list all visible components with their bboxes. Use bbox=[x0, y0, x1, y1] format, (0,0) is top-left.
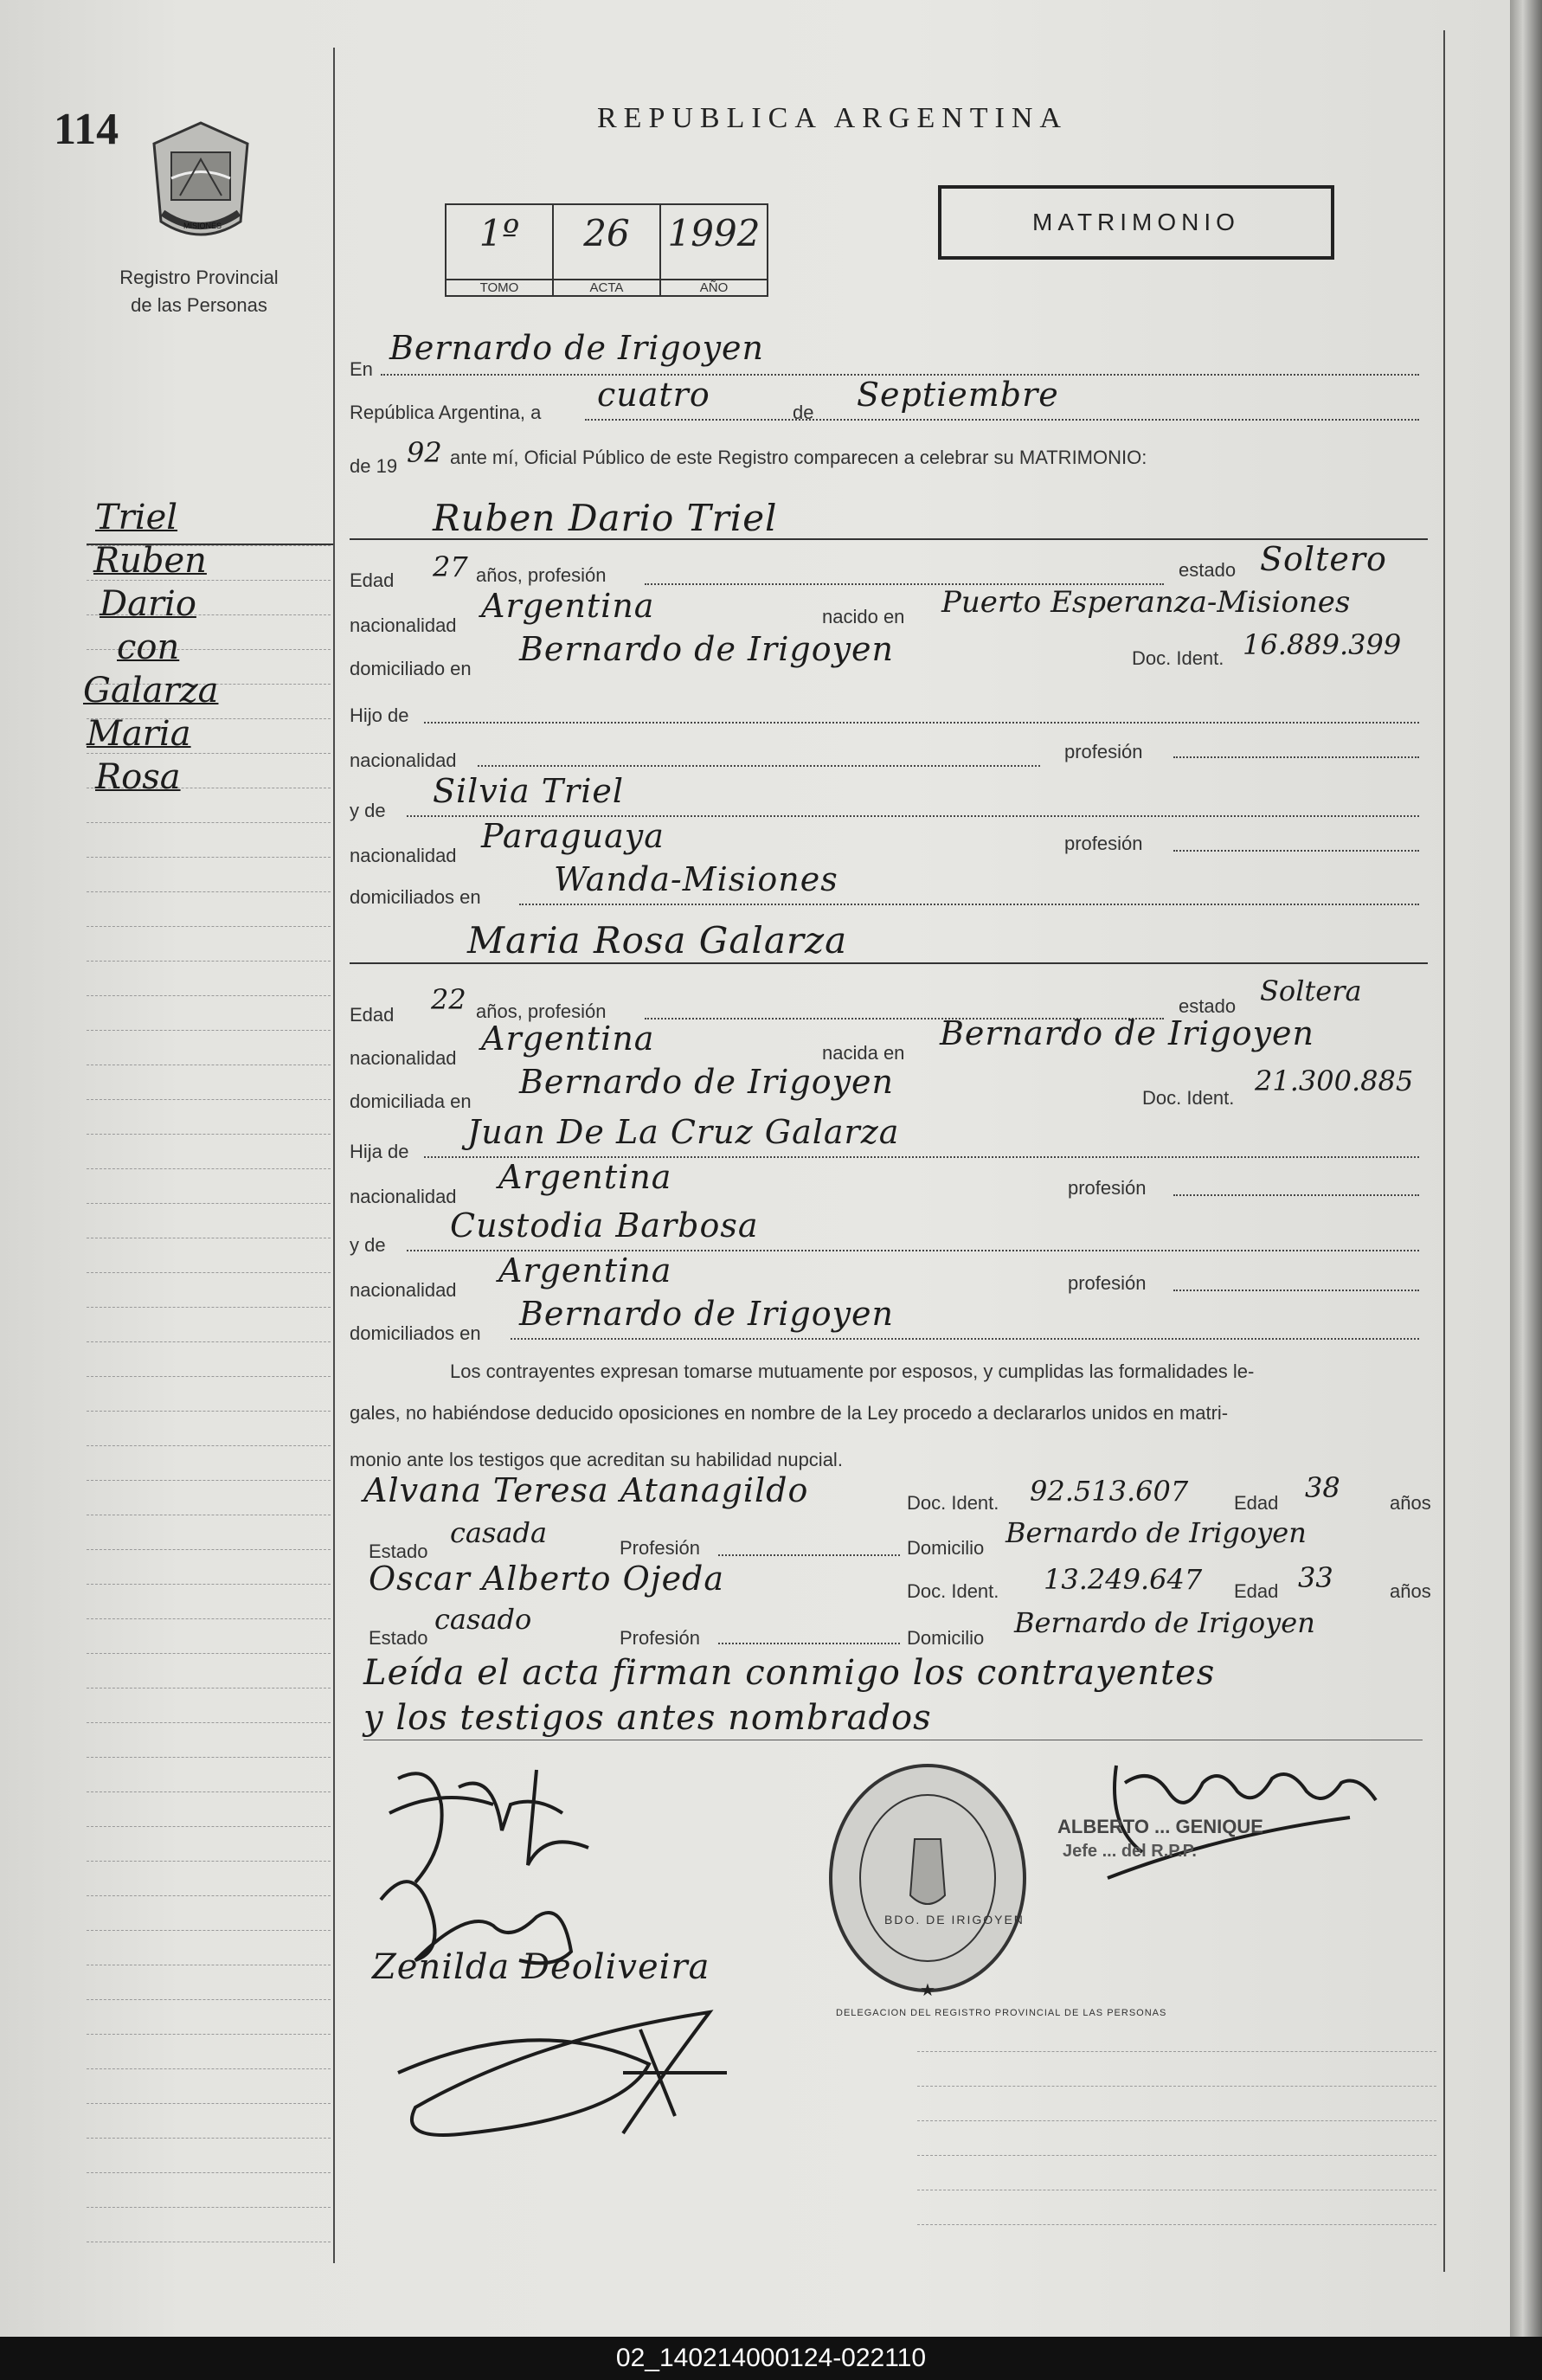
witness2-domicilio: Bernardo de Irigoyen bbox=[1014, 1606, 1315, 1639]
groom-age: 27 bbox=[433, 550, 468, 583]
bride-parents-domicilio: Bernardo de Irigoyen bbox=[519, 1295, 895, 1333]
witness1-doc-label: Doc. Ident. bbox=[907, 1492, 999, 1514]
registry-line1: Registro Provincial bbox=[119, 267, 279, 288]
tomo-value: 1º bbox=[479, 212, 520, 254]
witness1-estado: casada bbox=[450, 1516, 548, 1549]
groom-nacido-en: Puerto Esperanza-Misiones bbox=[941, 585, 1351, 620]
groom-mother: Silvia Triel bbox=[433, 772, 624, 810]
margin-note-line: Galarza bbox=[83, 671, 219, 711]
bride-parents-dom-label: domiciliados en bbox=[350, 1322, 481, 1344]
witness2-estado: casado bbox=[434, 1603, 532, 1636]
left-margin-line bbox=[333, 48, 335, 2263]
de19-label: de 19 bbox=[350, 455, 398, 477]
witness2-estado-label: Estado bbox=[369, 1627, 428, 1649]
bride-age: 22 bbox=[431, 983, 466, 1016]
witness2-anos-label: años bbox=[1390, 1580, 1431, 1602]
bride-doc: 21.300.885 bbox=[1255, 1065, 1414, 1097]
groom-parents-dom-label: domiciliados en bbox=[350, 886, 481, 908]
groom-parents-domicilio: Wanda-Misiones bbox=[554, 860, 838, 898]
groom-mother-prof-label: profesión bbox=[1064, 833, 1143, 854]
tomo-label: TOMO bbox=[447, 279, 552, 295]
delegation-stamp-icon bbox=[824, 1757, 1031, 1999]
margin-note-line: Ruben bbox=[93, 541, 207, 581]
svg-text:★: ★ bbox=[920, 1981, 935, 1999]
witness2-name: Oscar Alberto Ojeda bbox=[369, 1560, 725, 1598]
groom-nac-label: nacionalidad bbox=[350, 614, 457, 636]
groom-estado: Soltero bbox=[1260, 540, 1387, 578]
bride-domicilio: Bernardo de Irigoyen bbox=[519, 1063, 895, 1101]
witness1-edad-label: Edad bbox=[1234, 1492, 1279, 1514]
witness2-dom-label: Domicilio bbox=[907, 1627, 985, 1649]
groom-name: Ruben Dario Triel bbox=[433, 497, 778, 539]
witness2-prof-label: Profesión bbox=[620, 1627, 700, 1649]
record-type-box: MATRIMONIO bbox=[938, 185, 1334, 260]
seal-text: MISIONES bbox=[183, 222, 222, 230]
bride-nacida-label: nacida en bbox=[822, 1042, 905, 1064]
bride-y-de-label: y de bbox=[350, 1234, 386, 1256]
witness1-domicilio: Bernardo de Irigoyen bbox=[1006, 1516, 1307, 1549]
acta-label: ACTA bbox=[554, 279, 659, 295]
acta-cell bbox=[554, 205, 661, 297]
bride-nacida-en: Bernardo de Irigoyen bbox=[940, 1014, 1315, 1052]
year-suffix-value: 92 bbox=[407, 436, 442, 469]
en-label: En bbox=[350, 358, 373, 380]
stamp-outer-text: DELEGACION DEL REGISTRO PROVINCIAL DE LAS PERSONAS bbox=[836, 2008, 1167, 2018]
groom-mother-nac-label: nacionalidad bbox=[350, 845, 457, 866]
margin-note-line: Dario bbox=[100, 584, 196, 624]
official-stamp-line2: Jefe ... del R.P.P. bbox=[1063, 1842, 1197, 1861]
de-label: de bbox=[793, 402, 814, 423]
witness1-anos-label: años bbox=[1390, 1492, 1431, 1514]
bride-father-prof-label: profesión bbox=[1068, 1177, 1147, 1199]
right-margin-line bbox=[1443, 30, 1445, 2272]
place-value: Bernardo de Irigoyen bbox=[389, 329, 765, 367]
margin-note-line: Triel bbox=[95, 498, 178, 537]
groom-dom-label: domiciliado en bbox=[350, 658, 472, 679]
groom-y-de-label: y de bbox=[350, 800, 386, 821]
groom-mother-nacionalidad: Paraguaya bbox=[481, 817, 665, 855]
groom-doc-label: Doc. Ident. bbox=[1132, 647, 1224, 669]
bride-mother-nacionalidad: Argentina bbox=[498, 1251, 672, 1290]
book-binding bbox=[1510, 0, 1542, 2337]
margin-note-line: Rosa bbox=[95, 757, 181, 797]
witness2-doc-label: Doc. Ident. bbox=[907, 1580, 999, 1602]
margin-note-line: Maria bbox=[87, 714, 191, 754]
groom-nacionalidad: Argentina bbox=[481, 587, 655, 625]
witness1-prof-label: Profesión bbox=[620, 1537, 700, 1559]
bride-anos-label: años, profesión bbox=[476, 1000, 607, 1022]
groom-edad-label: Edad bbox=[350, 569, 395, 591]
page-number: 114 bbox=[54, 105, 119, 154]
official-stamp-line1: ALBERTO ... GENIQUE bbox=[1057, 1816, 1263, 1837]
anio-cell bbox=[661, 205, 767, 297]
groom-domicilio: Bernardo de Irigoyen bbox=[519, 630, 895, 668]
day-value: cuatro bbox=[597, 376, 710, 414]
bride-mother-nac-label: nacionalidad bbox=[350, 1279, 457, 1301]
bride-dom-label: domiciliada en bbox=[350, 1090, 472, 1112]
anio-label: AÑO bbox=[661, 279, 767, 295]
bride-nacionalidad: Argentina bbox=[481, 1020, 655, 1058]
tomo-acta-anio-box bbox=[445, 203, 768, 297]
bride-father-nac-label: nacionalidad bbox=[350, 1186, 457, 1207]
republica-label: República Argentina, a bbox=[350, 402, 542, 423]
witness1-doc: 92.513.607 bbox=[1030, 1475, 1189, 1508]
month-value: Septiembre bbox=[857, 376, 1059, 414]
margin-note-line: con bbox=[117, 627, 180, 667]
paragraph-line2: gales, no habiéndose deducido oposiciones en nombre de la Ley procedo a declararlos unidos en matri- bbox=[350, 1402, 1229, 1424]
witness2-doc: 13.249.647 bbox=[1044, 1563, 1203, 1596]
groom-father-prof-label: profesión bbox=[1064, 741, 1143, 762]
witness1-age: 38 bbox=[1305, 1471, 1340, 1504]
footer-id: 02_140214000124-022110 bbox=[0, 2337, 1542, 2380]
comparecen-label: ante mí, Oficial Público de este Registro comparecen a celebrar su MATRIMONIO: bbox=[450, 447, 1147, 468]
bride-mother: Custodia Barbosa bbox=[450, 1206, 759, 1245]
groom-father-nac-label: nacionalidad bbox=[350, 749, 457, 771]
bride-doc-label: Doc. Ident. bbox=[1142, 1087, 1235, 1109]
bride-estado: Soltera bbox=[1260, 975, 1362, 1007]
acta-value: 26 bbox=[583, 212, 630, 254]
bride-name: Maria Rosa Galarza bbox=[467, 919, 848, 962]
bride-father-nacionalidad: Argentina bbox=[498, 1158, 672, 1196]
bride-father: Juan De La Cruz Galarza bbox=[467, 1113, 900, 1151]
signature-text: Zenilda Deoliveira bbox=[372, 1947, 710, 1987]
tomo-cell bbox=[447, 205, 554, 297]
paragraph-line3: monio ante los testigos que acreditan su habilidad nupcial. bbox=[350, 1449, 843, 1470]
anio-value: 1992 bbox=[667, 212, 761, 254]
groom-doc: 16.889.399 bbox=[1243, 628, 1402, 661]
page-title: REPUBLICA ARGENTINA bbox=[597, 102, 1068, 134]
bride-hija-label: Hija de bbox=[350, 1141, 409, 1162]
closing-line2: y los testigos antes nombrados bbox=[363, 1698, 932, 1738]
paragraph-line1: Los contrayentes expresan tomarse mutuamente por esposos, y cumplidas las formalidades le- bbox=[450, 1360, 1255, 1382]
witness2-age: 33 bbox=[1298, 1561, 1333, 1594]
groom-hijo-label: Hijo de bbox=[350, 704, 409, 726]
closing-line1: Leída el acta firman conmigo los contrayentes bbox=[363, 1653, 1216, 1693]
bride-nac-label: nacionalidad bbox=[350, 1047, 457, 1069]
bride-edad-label: Edad bbox=[350, 1004, 395, 1026]
registry-line2: de las Personas bbox=[131, 294, 267, 316]
groom-anos-label: años, profesión bbox=[476, 564, 607, 586]
witness2-edad-label: Edad bbox=[1234, 1580, 1279, 1602]
witness1-name: Alvana Teresa Atanagildo bbox=[363, 1471, 809, 1509]
bride-estado-label: estado bbox=[1179, 995, 1237, 1017]
witness1-estado-label: Estado bbox=[369, 1541, 428, 1562]
groom-estado-label: estado bbox=[1179, 559, 1237, 581]
witness1-dom-label: Domicilio bbox=[907, 1537, 985, 1559]
groom-nacido-label: nacido en bbox=[822, 606, 905, 627]
stamp-inner-text: BDO. DE IRIGOYEN bbox=[884, 1913, 1025, 1927]
bride-mother-prof-label: profesión bbox=[1068, 1272, 1147, 1294]
